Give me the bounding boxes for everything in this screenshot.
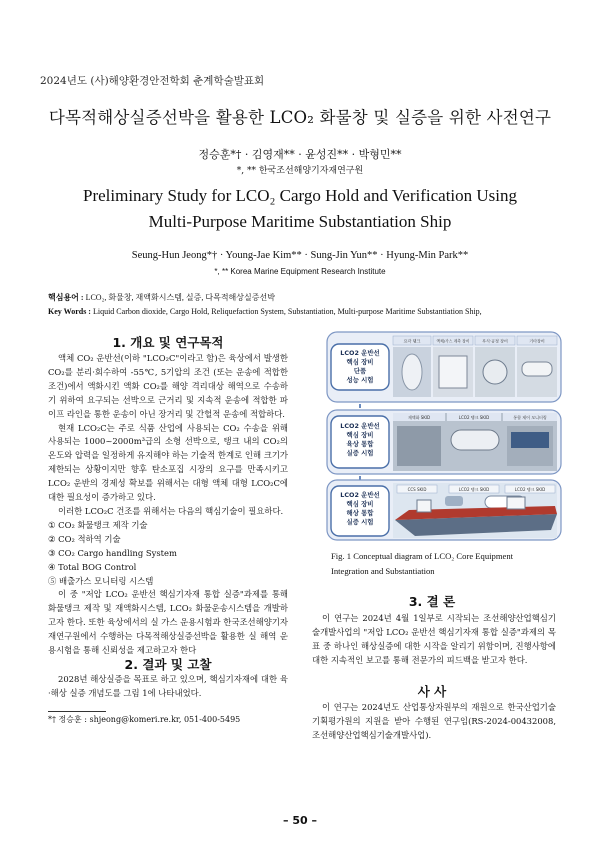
photo-label: LCO2 탱크 SKID (458, 415, 490, 420)
photo-label: 요각 탱크 (403, 338, 421, 344)
stage3-ship-illustration (393, 483, 557, 538)
affiliation-korean: *, ** 한국조선해양기자재연구원 (236, 166, 364, 176)
stage2-label-line2: 핵심 장비 (346, 431, 374, 439)
photo-label: 액체/가스 계측 장비 (436, 338, 470, 344)
figure-caption-line1: Fig. 1 Conceptual diagram of LCO₂ Core Equipment (331, 551, 514, 561)
photo-label: 기타장비 (529, 338, 545, 344)
stage2-label-line4: 실증 시험 (346, 449, 374, 457)
list-item: ② CO₂ 적하역 기술 (48, 533, 121, 544)
stage1-label-line4: 성능 시험 (346, 376, 374, 384)
keywords-english-text: Liquid Carbon dioxide, Cargo Hold, Reliquefaction System, Substantiation, Multi-purpose Maritime Substantiation Ship, (92, 307, 482, 316)
stage2-label-line3: 육상 통합 (346, 440, 374, 448)
section1-body (48, 352, 288, 658)
affiliation-english: *, ** Korea Marine Equipment Research Institute (214, 267, 386, 276)
stage1-label-line2: 핵심 장비 (346, 358, 374, 366)
acknowledgment-title: 사 사 (417, 684, 447, 699)
list-item: ④ Total BOG Control (48, 561, 137, 572)
authors-english: Seung-Hun Jeong*† · Young-Jae Kim** · Sung-Jin Yun** · Hyung-Min Park** (131, 250, 469, 261)
keywords-english (48, 307, 482, 316)
photo-label: 통합 제어 모니터링 (513, 415, 547, 420)
stage3-label-line2: 핵심 장비 (346, 500, 374, 508)
title-english-line1: Preliminary Study for LCO₂ Cargo Hold and Verification Using (82, 186, 518, 205)
photo-label: 부식·공정 장비 (482, 338, 508, 344)
section1-title: 1. 개요 및 연구목적 (112, 335, 224, 350)
acknowledgment-paragraph: 이 연구는 2024년도 산업통상자원부의 재원으로 한국산업기술기획평가원의 지원을 받아 수행된 연구임(RS-2024-00432008, 조선해양산업핵심기술개발사업). (312, 702, 556, 740)
footnote-rule (48, 711, 106, 712)
acknowledgment-body (312, 701, 556, 743)
page-number: – 50 – (283, 814, 317, 827)
stage1-equipment-photos (393, 336, 557, 397)
concept-figure (325, 330, 565, 542)
photo-label: 재액화 SKID (407, 415, 431, 420)
photo-label: LCO2 탱크 SKID (458, 487, 490, 492)
section1-paragraph: 현재 LCO₂C는 주로 식품 산업에 사용되는 CO₂ 수송을 위해 사용되는 1000~2000m³급의 소형 선박으로, 탱크 내의 CO₂의 온도와 압력을 일정하게 유지해야 하는 기술적 한계로 인해 크기가 제한되는 상황이지만 향후 탄소포집 시장의 요구를 만족시키고 LCO₂ 운반의 경제성 확보를 위해서는 대형 액체 대형 LCO₂C에 대한 필요성이 증가하고 있다. (48, 422, 288, 503)
section2-body (48, 673, 288, 701)
stage2-label-line1: LCO2 운반선 (340, 422, 380, 430)
photo-label: LCO2 탱크 SKID (514, 487, 546, 492)
keywords-korean-text: LCO₂, 화물창, 재액화시스템, 실증, 다목적해상실증선박 (85, 293, 275, 302)
title-english-line2: Multi-Purpose Maritime Substantiation Ship (148, 212, 452, 231)
list-item: ⑤ 배출가스 모니터링 시스템 (48, 575, 154, 586)
stage3-label-line3: 해상 통합 (346, 509, 374, 517)
section1-paragraph: 이 중 "저압 LCO₂ 운반선 핵심기자재 통합 실증"과제를 통해 화물탱크 제작 및 재액화시스템, LCO₂ 화물운송시스템을 개발하고자 한다. 또한 육상에서의 실 가스 운용시험과 한국조선해양기자재연구원에서 수행하는 다목적해상실증선박을 활용한 실 해역 운용시험을 통해 신뢰성을 제고하고자 한다 (48, 589, 288, 656)
stage1-label-line1: LCO2 운반선 (340, 349, 380, 357)
stage3-label-line4: 실증 시험 (346, 518, 374, 526)
section3-title: 3. 결 론 (408, 594, 456, 609)
keywords-korean (48, 292, 275, 303)
section3-body (312, 612, 556, 668)
stage2-equipment-photos (393, 413, 557, 471)
title-korean: 다목적해상실증선박을 활용한 LCO₂ 화물창 및 실증을 위한 사전연구 (48, 108, 552, 127)
list-item: ① CO₂ 화물탱크 제작 기술 (48, 519, 148, 530)
section1-paragraph: 이러한 LCO₂C 건조를 위해서는 다음의 핵심기술이 필요하다. (58, 505, 284, 516)
authors-korean: 정승훈*† · 김영재** · 윤성진** · 박형민** (198, 148, 402, 161)
figure-caption-line2: Integration and Substantiation (331, 566, 435, 576)
footnote: *† 정승훈 : shjeong@komeri.re.kr, 051-400-5495 (48, 715, 241, 724)
section2-paragraph: 2028년 해상실증을 목표로 하고 있으며, 핵심기자재에 대한 육·해상 실증 개념도를 그림 1에 나타내었다. (48, 674, 288, 698)
keywords-english-label: Key Words : (48, 307, 91, 316)
conference-header: 2024년도 (사)해양환경안전학회 춘계학술발표회 (40, 75, 265, 87)
section1-paragraph: 액체 CO₂ 운반선(이하 "LCO₂C"이라고 함)은 육상에서 발생한 CO₂를 분리·회수하여 -55℃, 5기압의 조건 (또는 운송에 적합한 조건)에서 액화시킨 액화 CO₂를 해양 격리대상 해역으로 수송하기 위하여 요구되는 선박으로 근거리 및 지속적 운송에 적합한 파이프 라인을 통한 운송이 아닌 장거리 및 간헐적 운송에 적합하다. (48, 353, 288, 419)
photo-label: CCS SKID (407, 487, 427, 492)
section3-paragraph: 이 연구는 2024년 4월 1일부로 시작되는 조선해양산업핵심기술개발사업의 "저압 LCO₂ 운반선 핵심기자재 통합 실증"과제의 목표 중 하나인 해상실증에 대한 시작을 알리기 위함이며, 진행사항에 대한 지속적인 보고를 통해 전문가의 피드백을 받고자 한다. (312, 613, 556, 665)
figure-caption (331, 549, 563, 579)
section1-list (48, 519, 288, 589)
keywords-korean-label: 핵심용어 : (48, 293, 84, 302)
stage1-label-line3: 단품 (353, 367, 367, 375)
list-item: ③ CO₂ Cargo handling System (48, 547, 177, 558)
stage3-label-line1: LCO2 운반선 (340, 491, 380, 499)
section2-title: 2. 결과 및 고찰 (124, 657, 212, 672)
title-english (0, 183, 600, 235)
